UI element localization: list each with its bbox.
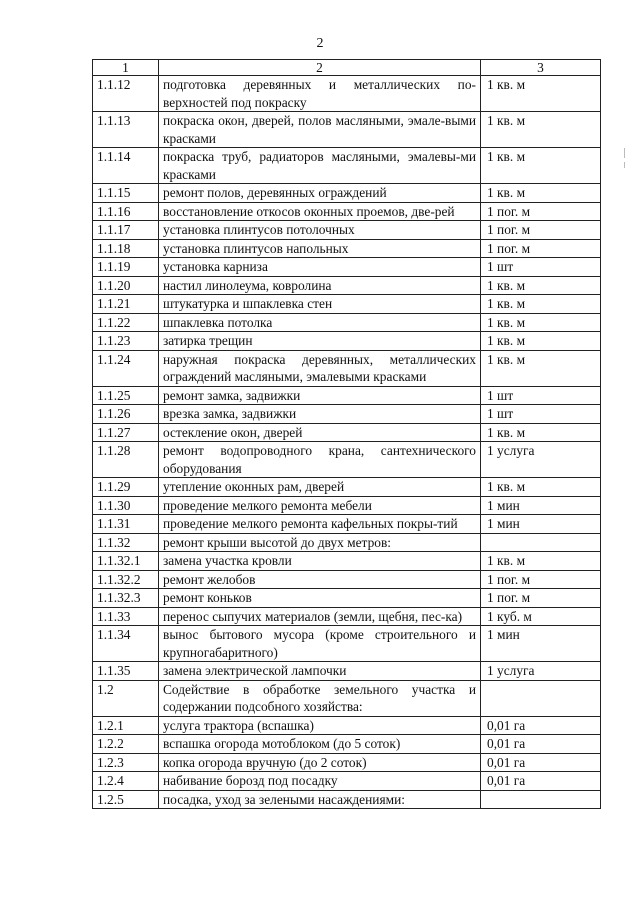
row-code: 1.1.14 [93,148,159,184]
row-code: 1.1.24 [93,350,159,386]
row-unit: 1 кв. м [481,276,601,295]
row-code: 1.1.35 [93,662,159,681]
row-unit: 1 кв. м [481,332,601,351]
row-code: 1.1.34 [93,626,159,662]
row-description: ремонт коньков [159,589,481,608]
row-description: утепление оконных рам, дверей [159,478,481,497]
row-description: услуга трактора (вспашка) [159,716,481,735]
row-unit: 1 кв. м [481,478,601,497]
row-unit: 1 мин [481,515,601,534]
row-code: 1.1.27 [93,423,159,442]
row-description: посадка, уход за зелеными насаждениями: [159,790,481,809]
table-row [93,313,601,332]
row-unit: 0,01 га [481,772,601,791]
row-description: установка плинтусов напольных [159,239,481,258]
row-unit: 1 услуга [481,442,601,478]
row-description: ремонт крыши высотой до двух метров: [159,533,481,552]
row-code: 1.1.30 [93,496,159,515]
row-unit: 1 пог. м [481,221,601,240]
row-description: замена участка кровли [159,552,481,571]
row-description: врезка замка, задвижки [159,405,481,424]
row-description: остекление окон, дверей [159,423,481,442]
table-row [93,570,601,589]
row-code: 1.1.13 [93,112,159,148]
row-description: наружная покраска деревянных, металлических ограждений масляными, эмалевыми красками [159,350,481,386]
row-unit: 1 кв. м [481,184,601,203]
row-code: 1.1.19 [93,258,159,277]
row-description: копка огорода вручную (до 2 соток) [159,753,481,772]
table-row [93,626,601,662]
row-code: 1.1.12 [93,76,159,112]
row-code: 1.2.2 [93,735,159,754]
row-unit: 1 пог. м [481,202,601,221]
row-unit: 1 кв. м [481,112,601,148]
table-row [93,478,601,497]
row-unit: 1 кв. м [481,295,601,314]
row-description: вынос бытового мусора (кроме строительного и крупногабаритного) [159,626,481,662]
row-unit: 1 мин [481,626,601,662]
table-row [93,295,601,314]
table-row [93,662,601,681]
row-code: 1.1.17 [93,221,159,240]
table-row [93,112,601,148]
row-description: штукатурка и шпаклевка стен [159,295,481,314]
row-description: затирка трещин [159,332,481,351]
scan-mark [624,162,625,168]
row-unit: 1 кв. м [481,313,601,332]
row-unit: 0,01 га [481,716,601,735]
table-row [93,552,601,571]
row-code: 1.1.18 [93,239,159,258]
row-code: 1.2.5 [93,790,159,809]
row-description: ремонт полов, деревянных ограждений [159,184,481,203]
row-code: 1.1.33 [93,607,159,626]
row-code: 1.1.22 [93,313,159,332]
row-description: установка карниза [159,258,481,277]
row-code: 1.1.32.2 [93,570,159,589]
row-description: Содействие в обработке земельного участка и содержании подсобного хозяйства: [159,680,481,716]
row-unit: 1 пог. м [481,570,601,589]
row-unit: 1 пог. м [481,239,601,258]
row-description: настил линолеума, ковролина [159,276,481,295]
row-code: 1.2.1 [93,716,159,735]
table-row [93,239,601,258]
row-code: 1.2.3 [93,753,159,772]
row-description: покраска окон, дверей, полов масляными, эмале-выми красками [159,112,481,148]
row-description: набивание борозд под посадку [159,772,481,791]
row-code: 1.2 [93,680,159,716]
row-description: покраска труб, радиаторов масляными, эмалевы-ми красками [159,148,481,184]
table-row [93,221,601,240]
table-header-row [93,60,601,76]
table-row [93,258,601,277]
table-row [93,350,601,386]
table-row [93,716,601,735]
row-description: установка плинтусов потолочных [159,221,481,240]
row-description: ремонт водопроводного крана, сантехнического оборудования [159,442,481,478]
row-code: 1.1.21 [93,295,159,314]
row-description: ремонт желобов [159,570,481,589]
table-row [93,148,601,184]
row-unit: 1 кв. м [481,148,601,184]
row-description: вспашка огорода мотоблоком (до 5 соток) [159,735,481,754]
row-unit: 1 кв. м [481,76,601,112]
header-col-1: 1 [93,60,159,76]
row-description: восстановление откосов оконных проемов, две-рей [159,202,481,221]
row-code: 1.1.25 [93,386,159,405]
table-row [93,332,601,351]
row-description: ремонт замка, задвижки [159,386,481,405]
row-code: 1.1.32.3 [93,589,159,608]
table-row [93,753,601,772]
table-row [93,405,601,424]
row-unit [481,790,601,809]
row-description: проведение мелкого ремонта мебели [159,496,481,515]
row-unit: 0,01 га [481,735,601,754]
table-row [93,202,601,221]
services-table [92,59,601,809]
row-code: 1.1.32.1 [93,552,159,571]
row-unit: 1 услуга [481,662,601,681]
table-row [93,496,601,515]
row-unit: 1 шт [481,386,601,405]
row-unit: 1 мин [481,496,601,515]
table-row [93,423,601,442]
row-description: замена электрической лампочки [159,662,481,681]
header-col-2: 2 [159,60,481,76]
row-code: 1.1.23 [93,332,159,351]
table-row [93,735,601,754]
table-row [93,276,601,295]
row-unit: 1 кв. м [481,552,601,571]
row-unit: 1 кв. м [481,423,601,442]
row-unit: 1 пог. м [481,589,601,608]
row-code: 1.1.32 [93,533,159,552]
row-code: 1.1.26 [93,405,159,424]
table-row [93,386,601,405]
row-description: проведение мелкого ремонта кафельных покры-тий [159,515,481,534]
table-body [93,60,601,809]
table-row [93,790,601,809]
row-unit: 1 шт [481,405,601,424]
row-code: 1.1.28 [93,442,159,478]
row-code: 1.1.16 [93,202,159,221]
table-row [93,184,601,203]
table-row [93,442,601,478]
table-row [93,589,601,608]
table-row [93,515,601,534]
table-row [93,772,601,791]
scan-mark [624,148,625,158]
table-row [93,76,601,112]
row-code: 1.1.15 [93,184,159,203]
header-col-3: 3 [481,60,601,76]
row-description: подготовка деревянных и металлических по-верхностей под покраску [159,76,481,112]
row-unit: 1 кв. м [481,350,601,386]
row-unit [481,680,601,716]
row-code: 1.1.29 [93,478,159,497]
row-code: 1.1.20 [93,276,159,295]
row-unit: 1 куб. м [481,607,601,626]
row-description: шпаклевка потолка [159,313,481,332]
row-description: перенос сыпучих материалов (земли, щебня, пес-ка) [159,607,481,626]
row-unit: 1 шт [481,258,601,277]
row-unit [481,533,601,552]
table-row [93,533,601,552]
table-row [93,607,601,626]
table-row [93,680,601,716]
page-number: 2 [316,36,324,51]
row-code: 1.1.31 [93,515,159,534]
row-unit: 0,01 га [481,753,601,772]
row-code: 1.2.4 [93,772,159,791]
